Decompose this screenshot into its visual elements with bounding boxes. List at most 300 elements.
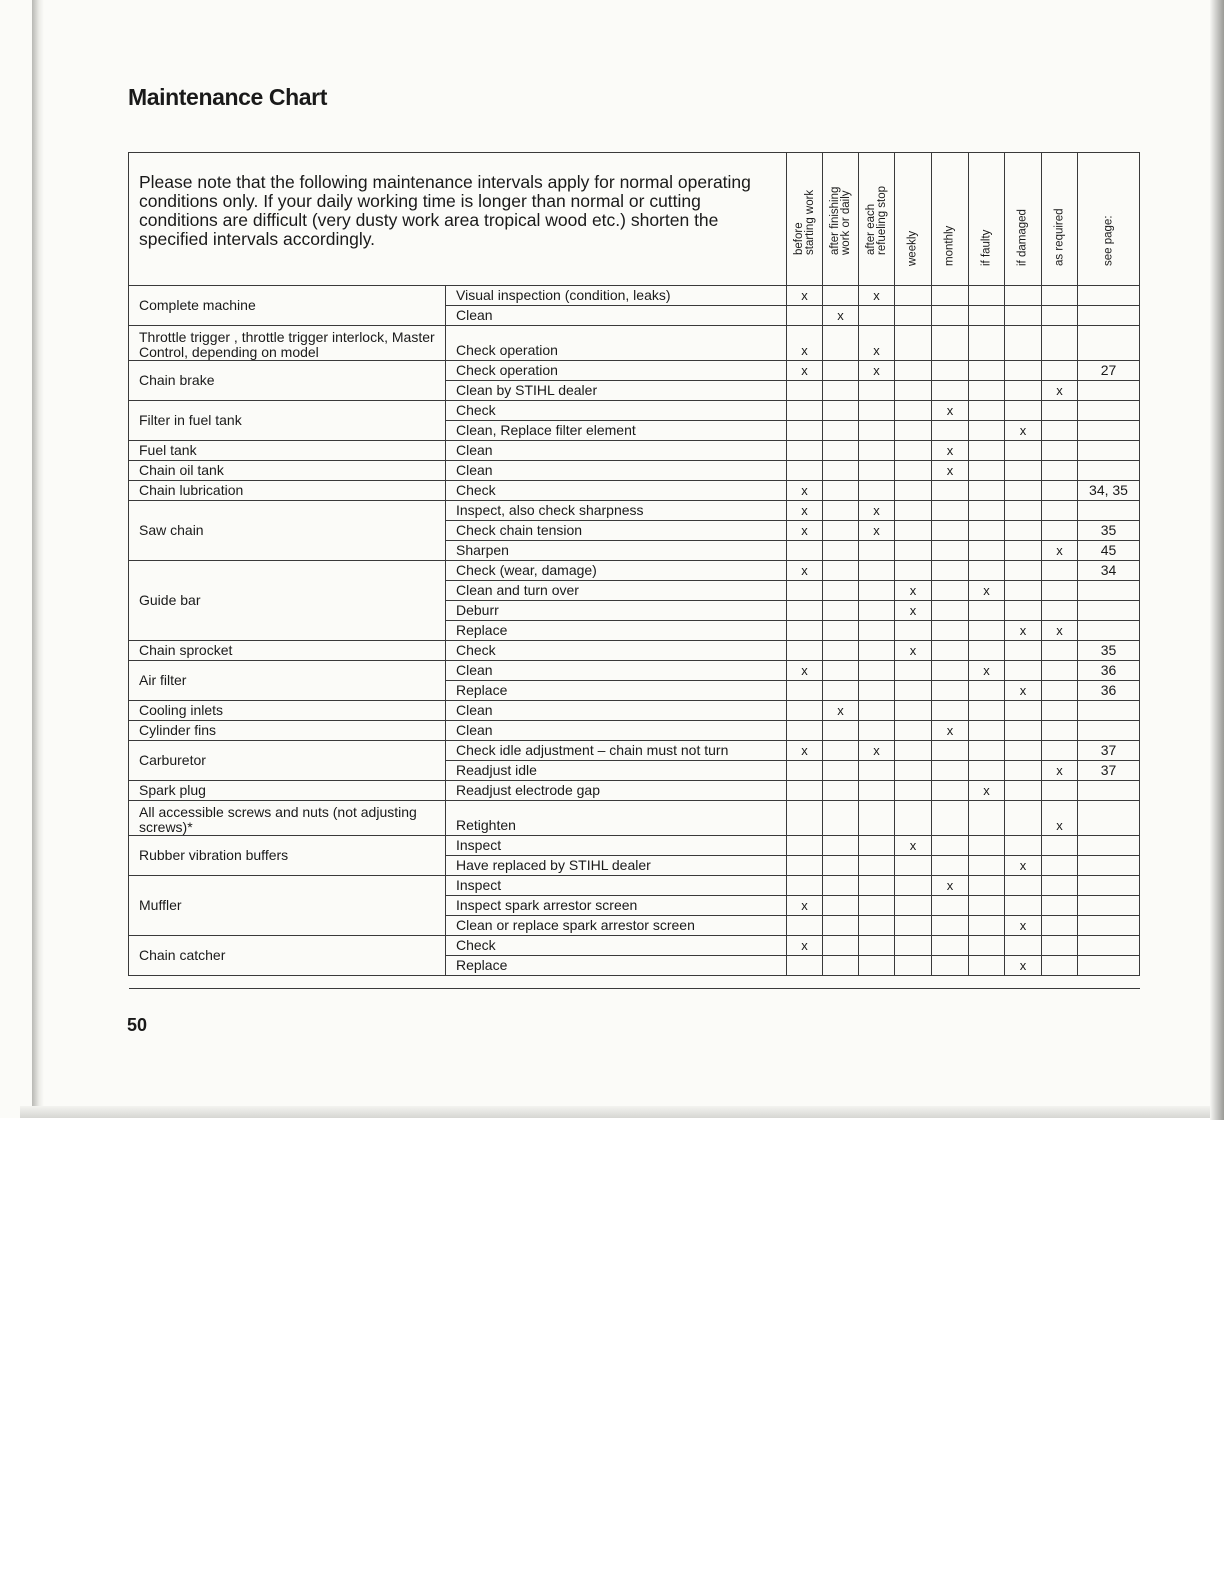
interval-cell <box>969 916 1005 936</box>
interval-cell <box>969 421 1005 441</box>
interval-cell <box>969 801 1005 836</box>
interval-cell: x <box>1042 381 1078 401</box>
interval-cell: x <box>895 601 932 621</box>
interval-cell <box>895 896 932 916</box>
interval-cell <box>823 876 859 896</box>
interval-cell <box>1042 896 1078 916</box>
interval-cell <box>1005 641 1042 661</box>
interval-cell <box>895 561 932 581</box>
see-page-cell <box>1078 441 1140 461</box>
task-cell: Sharpen <box>446 541 787 561</box>
task-cell: Replace <box>446 956 787 976</box>
see-page-cell <box>1078 581 1140 601</box>
interval-cell <box>932 481 969 501</box>
interval-cell <box>932 521 969 541</box>
interval-cell <box>859 781 895 801</box>
interval-cell <box>932 761 969 781</box>
interval-cell <box>932 836 969 856</box>
interval-cell <box>823 836 859 856</box>
interval-cell <box>1005 481 1042 501</box>
column-header <box>787 153 823 286</box>
interval-cell <box>823 401 859 421</box>
task-cell: Clean <box>446 461 787 481</box>
interval-cell <box>1005 896 1042 916</box>
interval-cell: x <box>787 521 823 541</box>
see-page-cell <box>1078 326 1140 361</box>
interval-cell: x <box>787 561 823 581</box>
interval-cell: x <box>932 721 969 741</box>
see-page-cell <box>1078 401 1140 421</box>
interval-cell <box>823 361 859 381</box>
component-cell: All accessible screws and nuts (not adjusting screws)* <box>129 801 446 836</box>
interval-cell <box>787 601 823 621</box>
see-page-cell: 35 <box>1078 521 1140 541</box>
interval-cell <box>859 561 895 581</box>
interval-cell: x <box>895 581 932 601</box>
see-page-cell <box>1078 801 1140 836</box>
interval-cell: x <box>932 876 969 896</box>
interval-cell <box>1042 421 1078 441</box>
interval-cell <box>823 541 859 561</box>
interval-cell <box>969 741 1005 761</box>
see-page-cell: 35 <box>1078 641 1140 661</box>
task-cell: Inspect, also check sharpness <box>446 501 787 521</box>
interval-cell <box>932 896 969 916</box>
see-page-cell <box>1078 601 1140 621</box>
interval-cell <box>932 916 969 936</box>
interval-cell <box>859 801 895 836</box>
interval-cell <box>932 641 969 661</box>
interval-cell <box>823 481 859 501</box>
interval-cell <box>932 621 969 641</box>
interval-cell <box>1005 741 1042 761</box>
task-cell: Clean <box>446 441 787 461</box>
column-header-label: after finishing work or daily <box>828 186 852 255</box>
interval-cell <box>787 461 823 481</box>
see-page-cell <box>1078 381 1140 401</box>
task-cell: Visual inspection (condition, leaks) <box>446 286 787 306</box>
column-header <box>1078 153 1140 286</box>
maintenance-table <box>128 152 1140 989</box>
interval-cell <box>1005 461 1042 481</box>
interval-cell <box>859 836 895 856</box>
see-page-cell: 36 <box>1078 661 1140 681</box>
component-cell: Muffler <box>129 876 446 936</box>
interval-cell: x <box>1005 621 1042 641</box>
interval-cell <box>859 916 895 936</box>
interval-cell <box>823 856 859 876</box>
interval-cell <box>1005 781 1042 801</box>
interval-cell <box>787 916 823 936</box>
table-row <box>129 286 1140 306</box>
interval-cell <box>969 521 1005 541</box>
interval-cell: x <box>787 286 823 306</box>
interval-cell <box>1005 381 1042 401</box>
interval-cell <box>895 381 932 401</box>
interval-cell <box>823 781 859 801</box>
interval-cell: x <box>787 481 823 501</box>
task-cell: Clean or replace spark arrestor screen <box>446 916 787 936</box>
task-cell: Clean <box>446 721 787 741</box>
interval-cell <box>859 641 895 661</box>
interval-cell <box>859 856 895 876</box>
table-row <box>129 801 1140 836</box>
interval-cell: x <box>859 501 895 521</box>
task-cell: Replace <box>446 621 787 641</box>
task-cell: Inspect <box>446 836 787 856</box>
interval-cell <box>1005 761 1042 781</box>
interval-cell <box>895 661 932 681</box>
see-page-cell <box>1078 916 1140 936</box>
page-right-edge <box>1210 0 1224 1120</box>
interval-cell <box>969 541 1005 561</box>
task-cell: Readjust idle <box>446 761 787 781</box>
interval-cell <box>1042 701 1078 721</box>
column-header <box>823 153 859 286</box>
column-header-label: see page: <box>1102 215 1114 266</box>
interval-cell: x <box>787 741 823 761</box>
see-page-cell: 37 <box>1078 761 1140 781</box>
interval-cell <box>1042 856 1078 876</box>
interval-cell: x <box>787 936 823 956</box>
interval-cell <box>1005 501 1042 521</box>
see-page-cell <box>1078 306 1140 326</box>
task-cell: Clean by STIHL dealer <box>446 381 787 401</box>
table-row <box>129 401 1140 421</box>
interval-cell: x <box>1005 956 1042 976</box>
page-title: Maintenance Chart <box>128 84 327 110</box>
interval-cell <box>969 361 1005 381</box>
interval-cell <box>1042 956 1078 976</box>
component-cell: Spark plug <box>129 781 446 801</box>
interval-cell <box>859 876 895 896</box>
interval-cell <box>859 896 895 916</box>
interval-cell <box>823 741 859 761</box>
see-page-cell <box>1078 721 1140 741</box>
interval-cell <box>932 741 969 761</box>
interval-cell <box>895 541 932 561</box>
see-page-cell <box>1078 421 1140 441</box>
interval-cell <box>1005 836 1042 856</box>
see-page-cell <box>1078 701 1140 721</box>
interval-cell <box>787 876 823 896</box>
interval-cell <box>1005 441 1042 461</box>
interval-cell <box>895 361 932 381</box>
interval-cell <box>1005 286 1042 306</box>
table-row <box>129 641 1140 661</box>
interval-cell <box>859 601 895 621</box>
interval-cell: x <box>1005 916 1042 936</box>
interval-cell <box>895 401 932 421</box>
interval-cell: x <box>1042 801 1078 836</box>
interval-cell <box>932 306 969 326</box>
interval-cell <box>1005 936 1042 956</box>
interval-cell <box>1042 461 1078 481</box>
interval-cell <box>859 761 895 781</box>
interval-cell <box>969 306 1005 326</box>
interval-cell: x <box>895 836 932 856</box>
interval-cell <box>895 326 932 361</box>
see-page-cell <box>1078 501 1140 521</box>
interval-cell <box>932 936 969 956</box>
interval-cell <box>823 441 859 461</box>
interval-cell <box>932 801 969 836</box>
interval-cell <box>787 421 823 441</box>
interval-cell <box>787 956 823 976</box>
see-page-cell: 45 <box>1078 541 1140 561</box>
column-header-label: if damaged <box>1016 209 1029 266</box>
interval-cell <box>823 896 859 916</box>
interval-cell <box>1042 661 1078 681</box>
table-row <box>129 781 1140 801</box>
interval-cell: x <box>787 661 823 681</box>
interval-cell: x <box>969 661 1005 681</box>
interval-cell <box>969 326 1005 361</box>
interval-cell <box>1042 876 1078 896</box>
table-row <box>129 361 1140 381</box>
interval-cell <box>787 581 823 601</box>
interval-cell <box>823 581 859 601</box>
interval-cell <box>932 681 969 701</box>
interval-cell: x <box>1005 681 1042 701</box>
table-row <box>129 326 1140 361</box>
interval-cell <box>969 761 1005 781</box>
task-cell: Retighten <box>446 801 787 836</box>
task-cell: Check <box>446 936 787 956</box>
interval-cell <box>895 701 932 721</box>
interval-cell <box>969 401 1005 421</box>
interval-cell <box>1042 936 1078 956</box>
interval-cell <box>787 701 823 721</box>
table-row <box>129 501 1140 521</box>
interval-cell <box>823 761 859 781</box>
interval-cell <box>1005 801 1042 836</box>
component-cell: Guide bar <box>129 561 446 641</box>
interval-cell <box>787 541 823 561</box>
interval-cell <box>895 461 932 481</box>
interval-cell <box>823 521 859 541</box>
interval-cell <box>787 306 823 326</box>
column-header <box>969 153 1005 286</box>
table-bottom-row <box>129 976 1140 989</box>
column-header <box>1042 153 1078 286</box>
component-cell: Chain catcher <box>129 936 446 976</box>
interval-cell <box>932 286 969 306</box>
interval-cell <box>859 461 895 481</box>
interval-cell <box>1005 876 1042 896</box>
interval-cell <box>787 641 823 661</box>
interval-cell <box>859 481 895 501</box>
interval-cell <box>895 481 932 501</box>
interval-cell <box>859 441 895 461</box>
see-page-cell: 37 <box>1078 741 1140 761</box>
see-page-cell <box>1078 621 1140 641</box>
interval-cell <box>969 501 1005 521</box>
task-cell: Check (wear, damage) <box>446 561 787 581</box>
component-cell: Throttle trigger , throttle trigger interlock, Master Control, depending on model <box>129 326 446 361</box>
table-row <box>129 936 1140 956</box>
component-cell: Filter in fuel tank <box>129 401 446 441</box>
interval-cell: x <box>932 461 969 481</box>
column-header <box>932 153 969 286</box>
interval-cell <box>1042 326 1078 361</box>
interval-cell <box>823 421 859 441</box>
interval-cell: x <box>1042 621 1078 641</box>
interval-cell <box>895 956 932 976</box>
interval-cell <box>1042 481 1078 501</box>
interval-cell <box>823 286 859 306</box>
intro-note: Please note that the following maintenance intervals apply for normal operating conditions only. If your daily working time is longer than normal or cutting conditions are difficult (very dusty work area tropical wood etc.) shorten the specified intervals accordingly. <box>129 153 787 286</box>
interval-cell <box>859 661 895 681</box>
interval-cell <box>932 661 969 681</box>
interval-cell: x <box>787 896 823 916</box>
component-cell: Chain sprocket <box>129 641 446 661</box>
interval-cell <box>1042 721 1078 741</box>
interval-cell <box>1042 561 1078 581</box>
interval-cell <box>859 681 895 701</box>
interval-cell <box>1042 286 1078 306</box>
interval-cell <box>932 541 969 561</box>
page-bottom-edge <box>20 1106 1215 1118</box>
see-page-cell: 34, 35 <box>1078 481 1140 501</box>
table-row <box>129 836 1140 856</box>
interval-cell <box>1005 521 1042 541</box>
interval-cell <box>859 621 895 641</box>
component-cell: Saw chain <box>129 501 446 561</box>
task-cell: Replace <box>446 681 787 701</box>
interval-cell <box>932 581 969 601</box>
interval-cell <box>823 956 859 976</box>
interval-cell <box>859 701 895 721</box>
column-header-label: after each refueling stop <box>864 185 888 255</box>
table-bottom-cell <box>129 976 1140 989</box>
interval-cell <box>969 681 1005 701</box>
component-cell: Chain oil tank <box>129 461 446 481</box>
interval-cell: x <box>787 326 823 361</box>
task-cell: Check <box>446 641 787 661</box>
interval-cell <box>787 761 823 781</box>
task-cell: Clean <box>446 701 787 721</box>
interval-cell <box>969 856 1005 876</box>
see-page-cell: 27 <box>1078 361 1140 381</box>
interval-cell <box>859 306 895 326</box>
interval-cell: x <box>969 581 1005 601</box>
interval-cell <box>895 761 932 781</box>
interval-cell <box>1042 401 1078 421</box>
see-page-cell <box>1078 896 1140 916</box>
task-cell: Check <box>446 481 787 501</box>
interval-cell <box>969 561 1005 581</box>
interval-cell: x <box>787 501 823 521</box>
interval-cell <box>932 421 969 441</box>
page-binding-fold <box>32 0 44 1112</box>
interval-cell <box>859 401 895 421</box>
interval-cell: x <box>823 306 859 326</box>
interval-cell: x <box>859 521 895 541</box>
interval-cell <box>969 641 1005 661</box>
interval-cell <box>1005 326 1042 361</box>
interval-cell <box>823 936 859 956</box>
task-cell: Check operation <box>446 326 787 361</box>
see-page-cell <box>1078 856 1140 876</box>
interval-cell <box>823 381 859 401</box>
interval-cell <box>1042 916 1078 936</box>
interval-cell <box>1005 661 1042 681</box>
see-page-cell <box>1078 836 1140 856</box>
interval-cell: x <box>895 641 932 661</box>
interval-cell: x <box>1005 421 1042 441</box>
column-header <box>859 153 895 286</box>
interval-cell <box>859 581 895 601</box>
interval-cell <box>969 936 1005 956</box>
see-page-cell <box>1078 956 1140 976</box>
interval-cell <box>787 801 823 836</box>
interval-cell <box>787 856 823 876</box>
task-cell: Check idle adjustment – chain must not turn <box>446 741 787 761</box>
interval-cell <box>969 956 1005 976</box>
column-header-label: monthly <box>943 225 956 266</box>
table-row <box>129 481 1140 501</box>
interval-cell: x <box>787 361 823 381</box>
interval-cell: x <box>859 286 895 306</box>
interval-cell <box>1042 641 1078 661</box>
table-row <box>129 741 1140 761</box>
component-cell: Fuel tank <box>129 441 446 461</box>
interval-cell <box>1042 521 1078 541</box>
interval-cell <box>969 836 1005 856</box>
component-cell: Cylinder fins <box>129 721 446 741</box>
interval-cell <box>932 561 969 581</box>
column-header <box>1005 153 1042 286</box>
component-cell: Rubber vibration buffers <box>129 836 446 876</box>
interval-cell <box>1042 361 1078 381</box>
interval-cell <box>1042 601 1078 621</box>
see-page-cell <box>1078 936 1140 956</box>
interval-cell <box>859 936 895 956</box>
interval-cell <box>823 501 859 521</box>
interval-cell <box>823 801 859 836</box>
interval-cell <box>932 361 969 381</box>
task-cell: Have replaced by STIHL dealer <box>446 856 787 876</box>
see-page-cell <box>1078 461 1140 481</box>
interval-cell <box>823 326 859 361</box>
see-page-cell <box>1078 876 1140 896</box>
interval-cell <box>1005 306 1042 326</box>
interval-cell <box>895 501 932 521</box>
task-cell: Deburr <box>446 601 787 621</box>
interval-cell: x <box>932 441 969 461</box>
interval-cell <box>1042 836 1078 856</box>
component-cell: Carburetor <box>129 741 446 781</box>
task-cell: Clean, Replace filter element <box>446 421 787 441</box>
column-header <box>895 153 932 286</box>
interval-cell <box>1042 501 1078 521</box>
interval-cell <box>895 681 932 701</box>
component-cell: Air filter <box>129 661 446 701</box>
interval-cell <box>969 461 1005 481</box>
interval-cell <box>823 641 859 661</box>
see-page-cell <box>1078 781 1140 801</box>
interval-cell <box>932 601 969 621</box>
page-number: 50 <box>127 1015 148 1035</box>
interval-cell <box>823 916 859 936</box>
component-cell: Cooling inlets <box>129 701 446 721</box>
table-row <box>129 441 1140 461</box>
interval-cell: x <box>823 701 859 721</box>
table-row <box>129 461 1140 481</box>
column-header-label: before starting work <box>792 189 816 255</box>
interval-cell <box>895 621 932 641</box>
